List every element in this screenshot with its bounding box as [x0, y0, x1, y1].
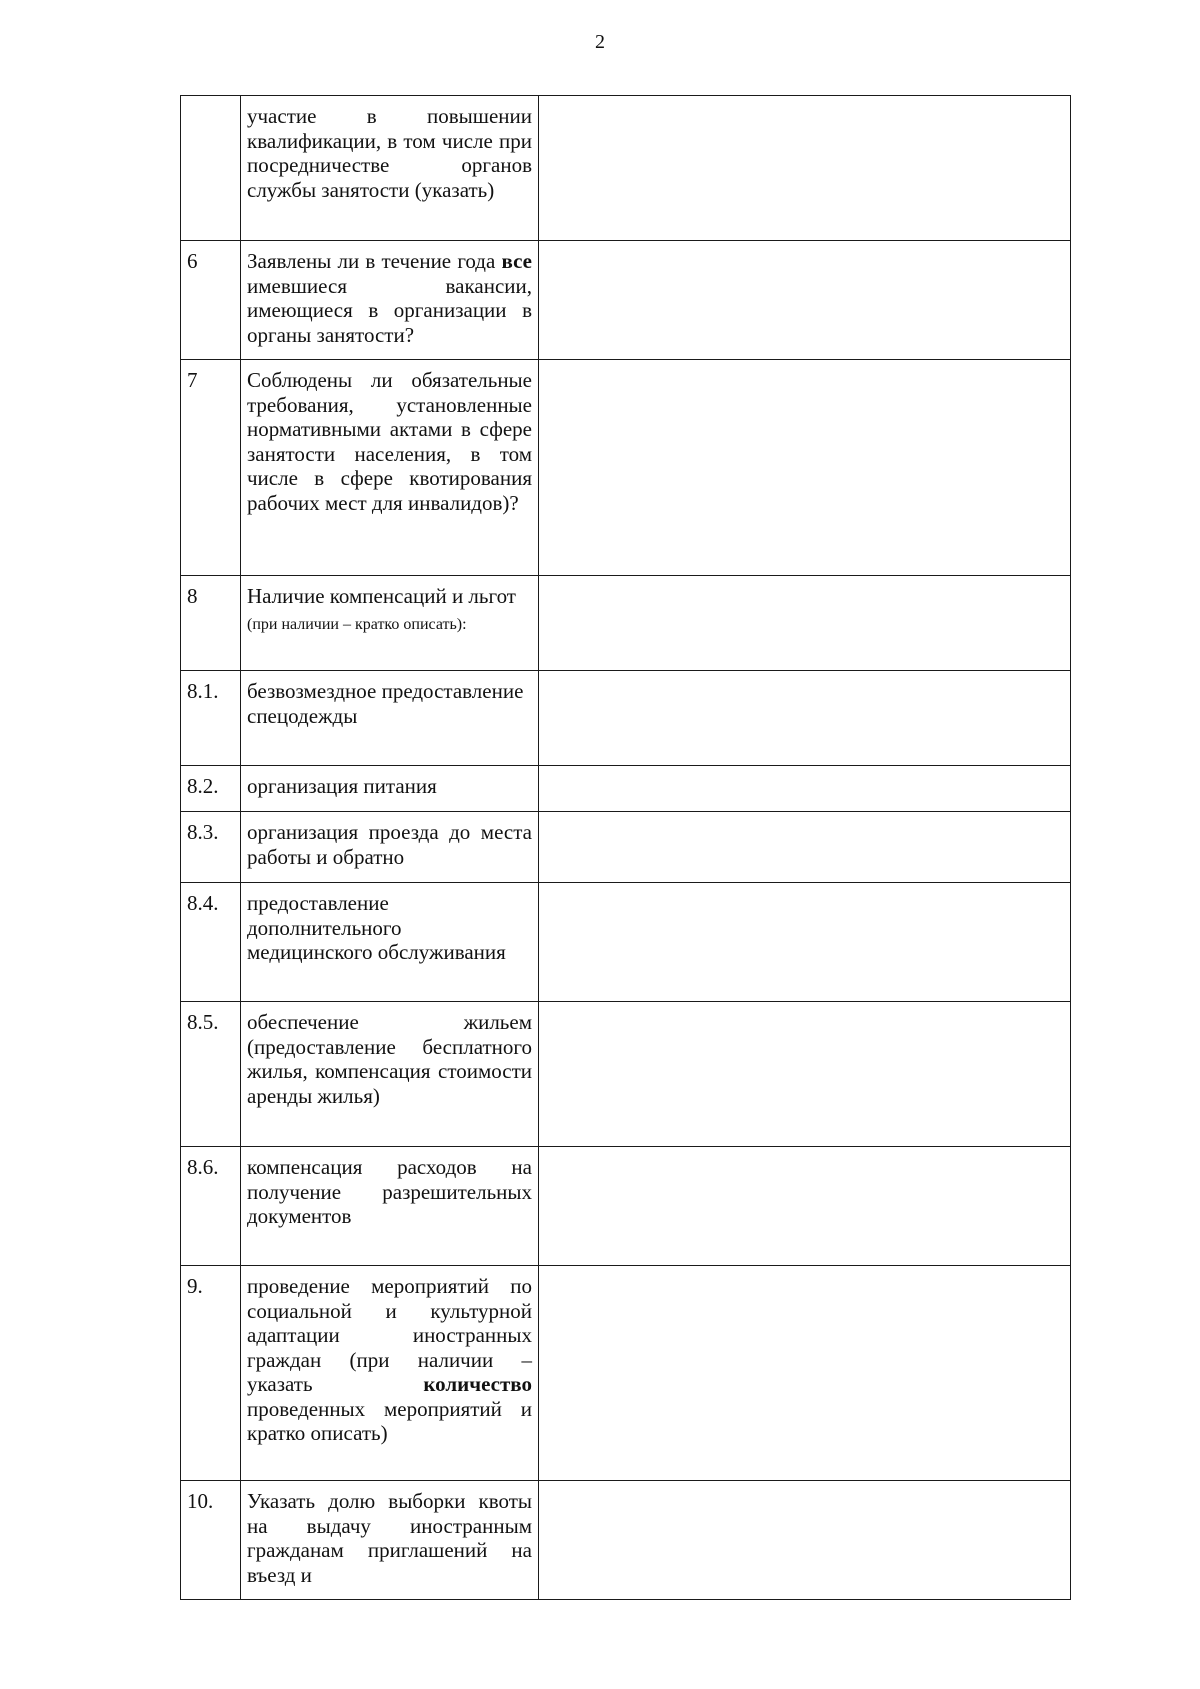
- row-number: 10.: [181, 1481, 241, 1600]
- row-answer-cell[interactable]: [539, 766, 1071, 812]
- row-answer-cell[interactable]: [539, 241, 1071, 360]
- row-question: [241, 1266, 539, 1481]
- question-text: проведенных мероприятий и кратко описать): [247, 1396, 532, 1445]
- question-text: имевшиеся вакансии, имеющиеся в организации в органы занятости?: [247, 273, 532, 347]
- row-number: 8.3.: [181, 812, 241, 883]
- row-number: 8.5.: [181, 1002, 241, 1147]
- table-row: [181, 1481, 1071, 1600]
- row-number: 8.4.: [181, 883, 241, 1002]
- row-number: 7: [181, 360, 241, 576]
- row-answer-cell[interactable]: [539, 1147, 1071, 1266]
- row-question: обеспечение жильем (предоставление бесплатного жилья, компенсация стоимости аренды жилья): [241, 1002, 539, 1147]
- row-question: безвозмездное предоставление спецодежды: [241, 671, 539, 766]
- table-row: [181, 576, 1071, 671]
- row-answer-cell[interactable]: [539, 96, 1071, 241]
- row-answer-cell[interactable]: [539, 1266, 1071, 1481]
- table-row: [181, 360, 1071, 576]
- row-answer-cell[interactable]: [539, 671, 1071, 766]
- row-number: 6: [181, 241, 241, 360]
- table-row: [181, 1002, 1071, 1147]
- table-row: [181, 812, 1071, 883]
- table-row: [181, 671, 1071, 766]
- question-text: Наличие компенсаций и льгот: [247, 584, 516, 608]
- table-row: [181, 766, 1071, 812]
- row-question: предоставление дополнительного медицинского обслуживания: [241, 883, 539, 1002]
- question-note: (при наличии – кратко описать):: [247, 616, 467, 633]
- row-number: 8.2.: [181, 766, 241, 812]
- row-answer-cell[interactable]: [539, 1481, 1071, 1600]
- question-emphasis: все: [501, 249, 532, 273]
- row-question: компенсация расходов на получение разрешительных документов: [241, 1147, 539, 1266]
- row-question: [241, 241, 539, 360]
- row-number: [181, 96, 241, 241]
- row-answer-cell[interactable]: [539, 1002, 1071, 1147]
- row-question: организация проезда до места работы и обратно: [241, 812, 539, 883]
- table-row: [181, 1147, 1071, 1266]
- table-row: [181, 1266, 1071, 1481]
- page-number: 2: [595, 31, 605, 53]
- questionnaire-table: [180, 95, 1071, 1600]
- row-answer-cell[interactable]: [539, 576, 1071, 671]
- row-number: 8: [181, 576, 241, 671]
- row-question: участие в повышении квалификации, в том числе при посредничестве органов службы занятости (указать): [241, 96, 539, 241]
- row-question: организация питания: [241, 766, 539, 812]
- row-number: 9.: [181, 1266, 241, 1481]
- row-question: [241, 576, 539, 671]
- row-answer-cell[interactable]: [539, 360, 1071, 576]
- row-answer-cell[interactable]: [539, 883, 1071, 1002]
- question-text: Заявлены ли в течение года: [247, 249, 502, 273]
- question-text: проведение мероприятий по социальной и культурной адаптации иностранных граждан (при наличии – указать: [247, 1274, 532, 1396]
- row-number: 8.6.: [181, 1147, 241, 1266]
- row-question: Указать долю выборки квоты на выдачу иностранным гражданам приглашений на въезд и: [241, 1481, 539, 1600]
- row-answer-cell[interactable]: [539, 812, 1071, 883]
- row-number: 8.1.: [181, 671, 241, 766]
- question-emphasis: количество: [423, 1372, 532, 1396]
- table-row: [181, 241, 1071, 360]
- table-row: [181, 96, 1071, 241]
- row-question: Соблюдены ли обязательные требования, установленные нормативными актами в сфере занятости населения, в том числе в сфере квотирования рабочих мест для инвалидов)?: [241, 360, 539, 576]
- table-row: [181, 883, 1071, 1002]
